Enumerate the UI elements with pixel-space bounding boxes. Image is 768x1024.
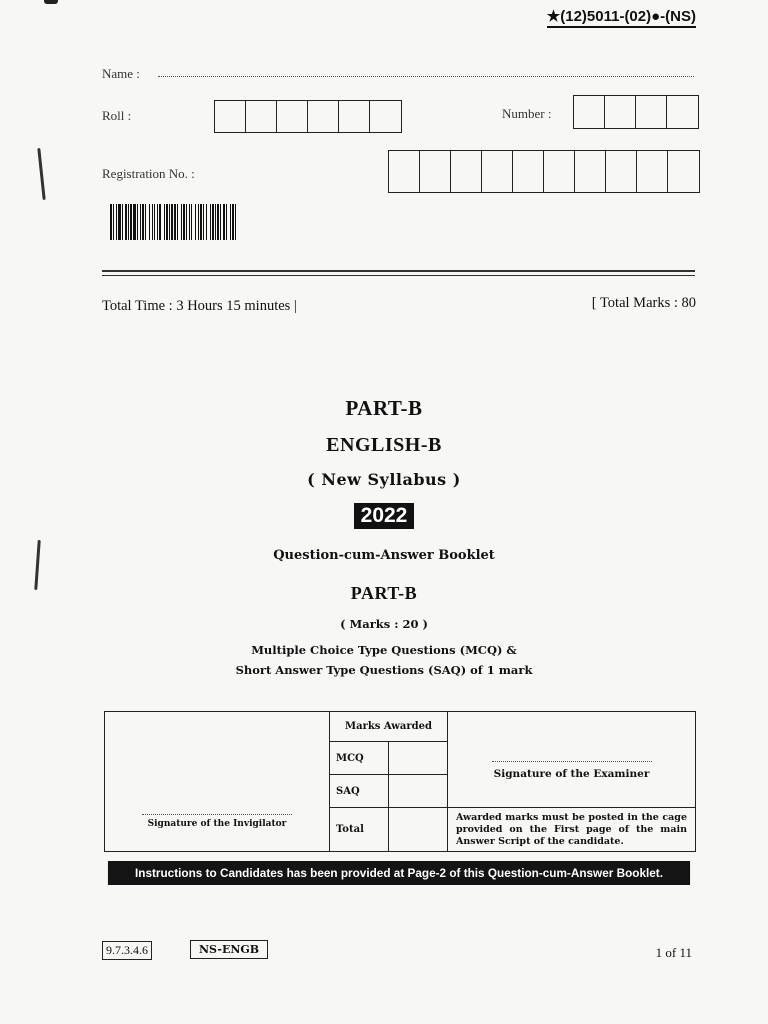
- reg-box[interactable]: [606, 151, 637, 192]
- desc-line-2: Short Answer Type Questions (SAQ) of 1 mark: [235, 663, 533, 677]
- part-title: PART-B: [345, 396, 423, 420]
- invigilator-signature-label: Signature of the Invigilator: [147, 819, 287, 829]
- roll-box[interactable]: [308, 101, 339, 132]
- roll-box[interactable]: [370, 101, 401, 132]
- page-number: 1 of 11: [655, 945, 692, 960]
- registration-label: Registration No. :: [102, 166, 195, 181]
- reg-box[interactable]: [637, 151, 668, 192]
- part-subtitle: PART-B: [350, 583, 418, 603]
- mcq-row-label: MCQ: [330, 742, 389, 775]
- invigilator-cell: [105, 712, 330, 852]
- reg-box[interactable]: [513, 151, 544, 192]
- mcq-marks-cell[interactable]: [389, 742, 448, 775]
- roll-box[interactable]: [246, 101, 277, 132]
- examiner-cell: [448, 712, 696, 808]
- marks-awarded-table: [104, 711, 696, 852]
- number-box[interactable]: [605, 96, 636, 128]
- footer-code-left: 9.7.3.4.6: [102, 941, 152, 960]
- saq-row-label: SAQ: [330, 775, 389, 808]
- roll-box[interactable]: [277, 101, 308, 132]
- posting-note: Awarded marks must be posted in the cage provided on the First page of the main Answer Script of the candidate.: [448, 808, 696, 852]
- saq-marks-cell[interactable]: [389, 775, 448, 808]
- reg-box[interactable]: [482, 151, 513, 192]
- reg-box[interactable]: [575, 151, 606, 192]
- paper-code: ★(12)5011-(02)●-(NS): [547, 8, 696, 28]
- subject-title: ENGLISH-B: [326, 434, 442, 456]
- instructions-banner: Instructions to Candidates has been provided at Page-2 of this Question-cum-Answer Booklet.: [108, 861, 690, 885]
- year-badge-wrap: [0, 503, 768, 529]
- examiner-signature-label: Signature of the Examiner: [493, 768, 650, 780]
- marks-label: ( Marks : 20 ): [340, 617, 428, 631]
- roll-boxes[interactable]: [214, 100, 402, 133]
- number-box[interactable]: [636, 96, 667, 128]
- barcode: [110, 204, 238, 240]
- divider-rule: [102, 270, 695, 272]
- roll-box[interactable]: [215, 101, 246, 132]
- total-time: Total Time : 3 Hours 15 minutes |: [102, 298, 297, 314]
- total-marks: [ Total Marks : 80: [591, 295, 696, 311]
- divider-rule-2: [102, 275, 695, 276]
- roll-label: Roll :: [102, 108, 132, 123]
- year-badge: 2022: [354, 503, 415, 529]
- scan-smear-top: [44, 0, 58, 4]
- reg-box[interactable]: [668, 151, 699, 192]
- name-label: Name :: [102, 66, 140, 81]
- registration-boxes[interactable]: [388, 150, 700, 193]
- invigilator-sign-line[interactable]: [142, 814, 292, 815]
- name-field[interactable]: [158, 76, 694, 77]
- number-boxes[interactable]: [573, 95, 699, 129]
- booklet-type: Question-cum-Answer Booklet: [273, 548, 495, 563]
- scan-mark-left: [37, 148, 45, 200]
- reg-box[interactable]: [544, 151, 575, 192]
- total-marks-cell[interactable]: [389, 808, 448, 852]
- reg-box[interactable]: [420, 151, 451, 192]
- total-row-label: Total: [330, 808, 389, 852]
- roll-box[interactable]: [339, 101, 370, 132]
- number-box[interactable]: [574, 96, 605, 128]
- number-box[interactable]: [667, 96, 698, 128]
- marks-awarded-header: Marks Awarded: [330, 712, 448, 742]
- footer-code-right: NS-ENGB: [190, 940, 268, 959]
- examiner-sign-line[interactable]: [492, 761, 652, 762]
- reg-box[interactable]: [451, 151, 482, 192]
- syllabus-label: ( New Syllabus ): [307, 470, 461, 489]
- desc-line-1: Multiple Choice Type Questions (MCQ) &: [251, 643, 517, 657]
- reg-box[interactable]: [389, 151, 420, 192]
- number-label: Number :: [502, 106, 552, 121]
